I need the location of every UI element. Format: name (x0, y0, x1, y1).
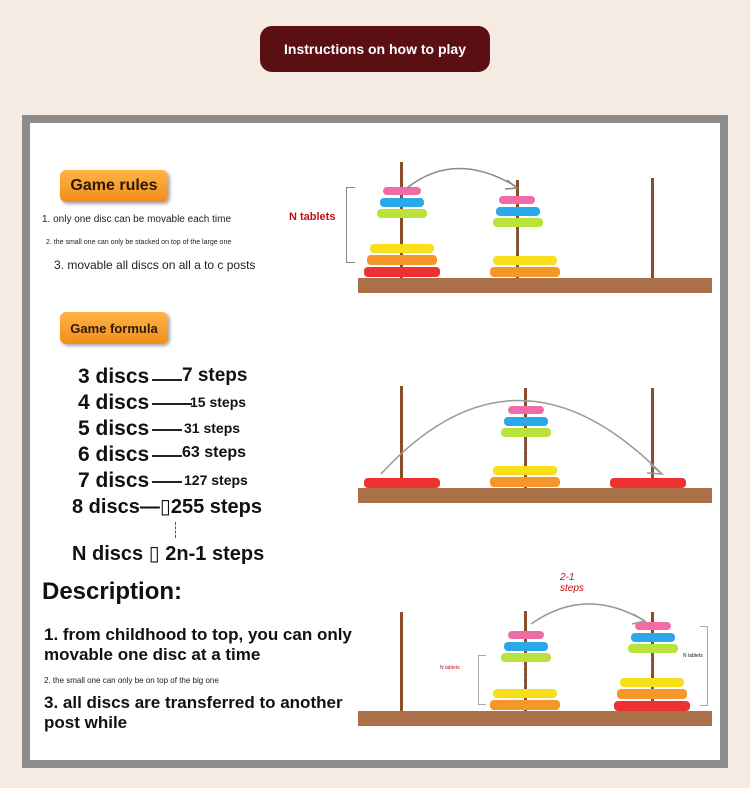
description-item-3: 3. all discs are transferred to another post while (44, 693, 343, 732)
tablets-bracket (700, 626, 708, 706)
rule-1: 1. only one disc can be movable each time (42, 214, 231, 225)
disc-red (364, 267, 440, 277)
disc-red (610, 478, 686, 488)
formula-line (152, 403, 192, 405)
disc-orange (617, 689, 687, 699)
n-tablets-left-label: N tablets (440, 665, 460, 671)
disc-orange (490, 477, 560, 487)
formula-steps-6: 63 steps (182, 444, 247, 461)
formula-row-7 (78, 469, 248, 493)
move-arrow-icon (525, 598, 655, 630)
formula-discs-7: 7 discs (78, 469, 150, 492)
disc-yellow (620, 678, 684, 687)
post-c (651, 178, 654, 278)
formula-line (152, 379, 182, 381)
formula-steps-7: 127 steps (184, 472, 248, 488)
wooden-base (358, 278, 712, 293)
formula-steps-5: 31 steps (184, 420, 241, 436)
formula-line (152, 455, 182, 457)
instructions-title: Instructions on how to play (260, 26, 490, 72)
disc-green (501, 653, 551, 662)
rule-3: 3. movable all discs on all a to c posts (54, 258, 256, 272)
n-tablets-right-label: N tablets (683, 653, 703, 659)
disc-yellow (370, 244, 434, 253)
disc-orange (367, 255, 437, 265)
formula-steps-4: 15 steps (190, 394, 247, 410)
disc-blue (504, 642, 548, 651)
formula-row-8: 8 discs—▯255 steps (72, 496, 262, 518)
formula-line (152, 429, 182, 431)
formula-row-n: N discs ▯ 2n-1 steps (72, 543, 265, 565)
move-arrow-icon (375, 368, 675, 478)
formula-row-3 (78, 365, 248, 389)
description-title: Description: (42, 578, 183, 605)
formula-discs-6: 6 discs (78, 443, 150, 466)
wooden-base (358, 711, 712, 726)
disc-blue (380, 198, 424, 207)
formula-discs-3: 3 discs (78, 365, 150, 388)
disc-blue (631, 633, 675, 642)
wooden-base (358, 488, 712, 503)
formula-row-6 (78, 443, 247, 467)
formula-steps-3: 7 steps (182, 365, 248, 386)
game-rules-badge: Game rules (60, 170, 168, 202)
disc-yellow (493, 256, 557, 265)
formula-discs-4: 4 discs (78, 391, 150, 414)
tablets-bracket (346, 187, 355, 263)
disc-orange (490, 267, 560, 277)
disc-red (614, 701, 690, 711)
description-item-2: 2. the small one can only be on top of the big one (44, 676, 219, 685)
step-count-label: 2-1 steps (560, 572, 584, 594)
post-a (400, 612, 403, 711)
disc-blue (496, 207, 540, 216)
dashed-gap (651, 656, 652, 674)
game-formula-badge: Game formula (60, 312, 168, 344)
dashed-gap (524, 665, 525, 685)
n-tablets-label: N tablets (289, 211, 336, 223)
rule-2: 2. the small one can only be stacked on top of the large one (46, 239, 232, 246)
disc-red (364, 478, 440, 488)
formula-discs-5: 5 discs (78, 417, 150, 440)
disc-green (493, 218, 543, 227)
disc-pink (508, 631, 544, 639)
tablets-bracket (478, 655, 486, 705)
formula-row-5 (78, 417, 241, 441)
formula-line (152, 481, 182, 483)
disc-orange (490, 700, 560, 710)
disc-pink (499, 196, 535, 204)
disc-yellow (493, 689, 557, 698)
description-item-1: 1. from childhood to top, you can only movable one disc at a time (44, 625, 352, 664)
formula-row-4 (78, 391, 247, 415)
disc-green (628, 644, 678, 653)
disc-green (377, 209, 427, 218)
dashed-gap (516, 230, 517, 252)
move-arrow-icon (395, 160, 525, 192)
formula-dashed-line (175, 522, 176, 538)
